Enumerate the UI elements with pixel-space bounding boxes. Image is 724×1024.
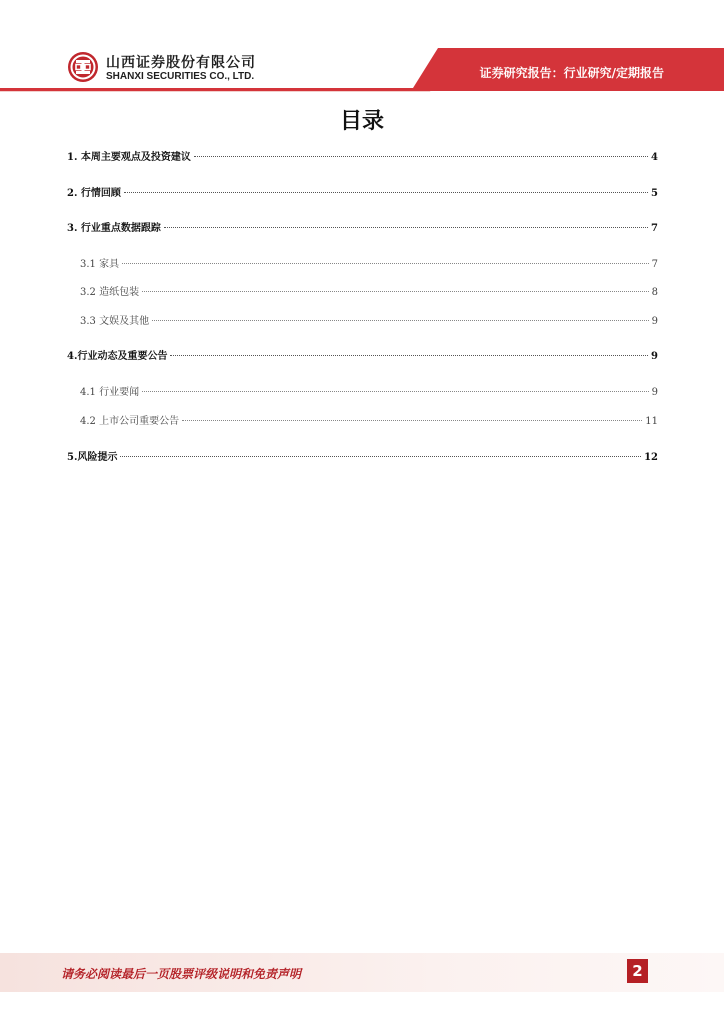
toc-entry[interactable] [67, 258, 658, 272]
company-name-cn: 山西证券股份有限公司 [106, 55, 256, 71]
report-type-label: 证券研究报告：行业研究/定期报告 [479, 66, 664, 80]
toc-entry[interactable] [67, 151, 658, 165]
toc-entry[interactable] [67, 451, 658, 465]
toc-leader-dots [124, 192, 648, 193]
toc-leader-dots [164, 227, 648, 228]
toc-entry-label: 3.1 家具 [80, 259, 120, 270]
toc-entry-label: 4.行业动态及重要公告 [67, 351, 168, 362]
toc-entry-page: 12 [644, 452, 658, 463]
toc-entry-label: 5.风险提示 [67, 452, 118, 463]
company-name-en: SHANXI SECURITIES CO., LTD. [106, 71, 255, 82]
toc-entry-page: 11 [645, 416, 658, 427]
toc-entry[interactable] [67, 286, 658, 300]
toc-entry-label: 2. 行情回顾 [67, 188, 121, 199]
toc-leader-dots [120, 456, 641, 457]
page-header [0, 0, 724, 100]
toc-leader-dots [152, 320, 649, 321]
toc-entry-label: 3. 行业重点数据跟踪 [67, 223, 161, 234]
toc-leader-dots [142, 291, 649, 292]
toc-entry-page: 9 [651, 387, 658, 398]
toc-leader-dots [122, 263, 649, 264]
toc-entry-label: 3.2 造纸包装 [80, 287, 140, 298]
toc-leader-dots [142, 391, 649, 392]
toc-entry-label: 3.3 文娱及其他 [80, 316, 150, 327]
toc-leader-dots [170, 355, 648, 356]
footer-disclaimer: 请务必阅读最后一页股票评级说明和免责声明 [61, 967, 302, 981]
toc-entry[interactable] [67, 386, 658, 400]
toc-leader-dots [194, 156, 648, 157]
toc-entry-page: 7 [651, 259, 658, 270]
toc-entry-label: 4.1 行业要闻 [80, 387, 140, 398]
company-logo-icon [67, 51, 99, 83]
toc-entry-page: 9 [651, 316, 658, 327]
toc-entry[interactable] [67, 415, 658, 429]
toc-entry-page: 9 [651, 351, 658, 362]
toc-title: 目录 [339, 109, 384, 134]
page-number: 2 [627, 959, 648, 983]
toc-entry[interactable] [67, 187, 658, 201]
toc-leader-dots [182, 420, 642, 421]
toc-entry-label: 4.2 上市公司重要公告 [80, 416, 180, 427]
toc-entry-page: 4 [651, 152, 658, 163]
toc-entry[interactable] [67, 350, 658, 364]
toc-entry[interactable] [67, 315, 658, 329]
toc-entry-page: 8 [651, 287, 658, 298]
toc-entry[interactable] [67, 222, 658, 236]
toc-entry-page: 7 [651, 223, 658, 234]
header-banner-graphic [0, 0, 724, 100]
toc-entry-label: 1. 本周主要观点及投资建议 [67, 152, 191, 163]
toc-entry-page: 5 [651, 188, 658, 199]
